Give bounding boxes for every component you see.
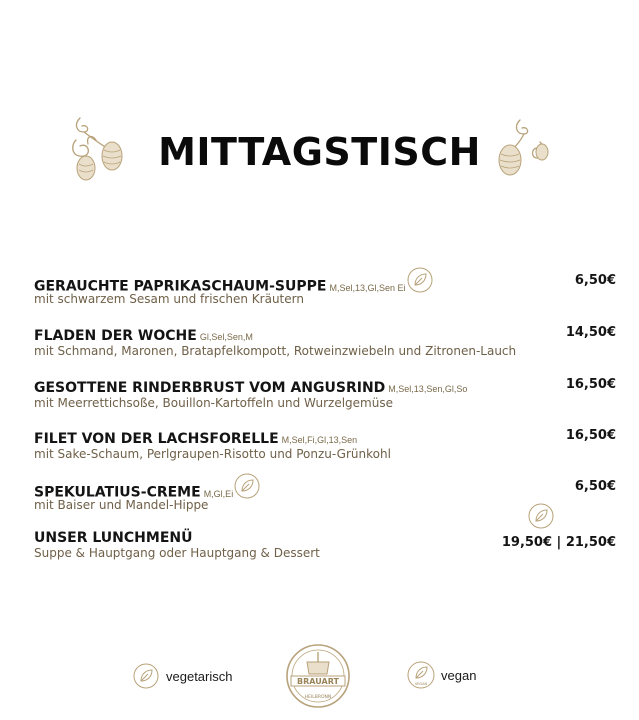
leaf-circle-icon <box>407 267 433 293</box>
menu-item <box>34 325 616 358</box>
item-name: GESOTTENE RINDERBRUST VOM ANGUSRIND <box>34 380 386 396</box>
leaf-circle-icon <box>234 473 260 499</box>
leaf-circle-icon <box>133 663 159 689</box>
item-description: mit Baiser und Mandel-Hippe <box>34 498 209 512</box>
item-description: mit Meerrettichsoße, Bouillon-Kartoffeln und Wurzelgemüse <box>34 396 393 410</box>
item-allergens: M,Sel,13,Sen,Gl,So <box>388 384 468 394</box>
vegan-leaf-icon <box>407 660 435 690</box>
leaf-circle-icon <box>528 503 554 529</box>
logo-subtext: HEILBRONN <box>304 695 332 700</box>
item-description: mit Sake-Schaum, Perlgraupen-Risotto und Ponzu-Grünkohl <box>34 447 391 461</box>
menu-item <box>34 428 616 461</box>
item-price: 16,50€ <box>565 428 616 443</box>
item-name: SPEKULATIUS-CREME <box>34 484 201 501</box>
item-name: GERAUCHTE PAPRIKASCHAUM-SUPPE <box>34 278 327 295</box>
legend-vegan-label: vegan <box>441 668 477 683</box>
item-allergens: Gl,Sel,Sen,M <box>199 332 253 342</box>
page-title: MITTAGSTISCH <box>158 130 481 174</box>
svg-text:VEGAN: VEGAN <box>414 682 428 686</box>
legend-vegetarian-label: vegetarisch <box>166 669 233 684</box>
item-price: 19,50€ | 21,50€ <box>501 535 616 550</box>
brauart-logo <box>283 640 353 712</box>
item-name: FLADEN DER WOCHE <box>34 328 197 344</box>
item-allergens: M,Sel,13,Gl,Sen Ei <box>329 282 406 293</box>
item-allergens: M,Gl,Ei <box>203 488 234 499</box>
item-description: mit schwarzem Sesam und frischen Kräutern <box>34 292 304 306</box>
item-price: 6,50€ <box>574 273 616 288</box>
item-price: 6,50€ <box>574 479 616 494</box>
item-description: mit Schmand, Maronen, Bratapfelkompott, Rotweinzwiebeln und Zitronen-Lauch <box>34 344 517 358</box>
item-name: UNSER LUNCHMENÜ <box>34 530 193 546</box>
item-price: 14,50€ <box>565 325 616 340</box>
menu-item <box>34 527 616 560</box>
item-description: Suppe & Hauptgang oder Hauptgang & Dessert <box>34 546 320 560</box>
menu-item <box>34 273 616 306</box>
logo-text: BRAUART <box>297 677 339 686</box>
item-allergens: M,Sel,Fi,Gl,13,Sen <box>281 435 358 445</box>
menu-item <box>34 377 616 410</box>
item-price: 16,50€ <box>565 377 616 392</box>
item-name: FILET VON DER LACHSFORELLE <box>34 431 279 447</box>
